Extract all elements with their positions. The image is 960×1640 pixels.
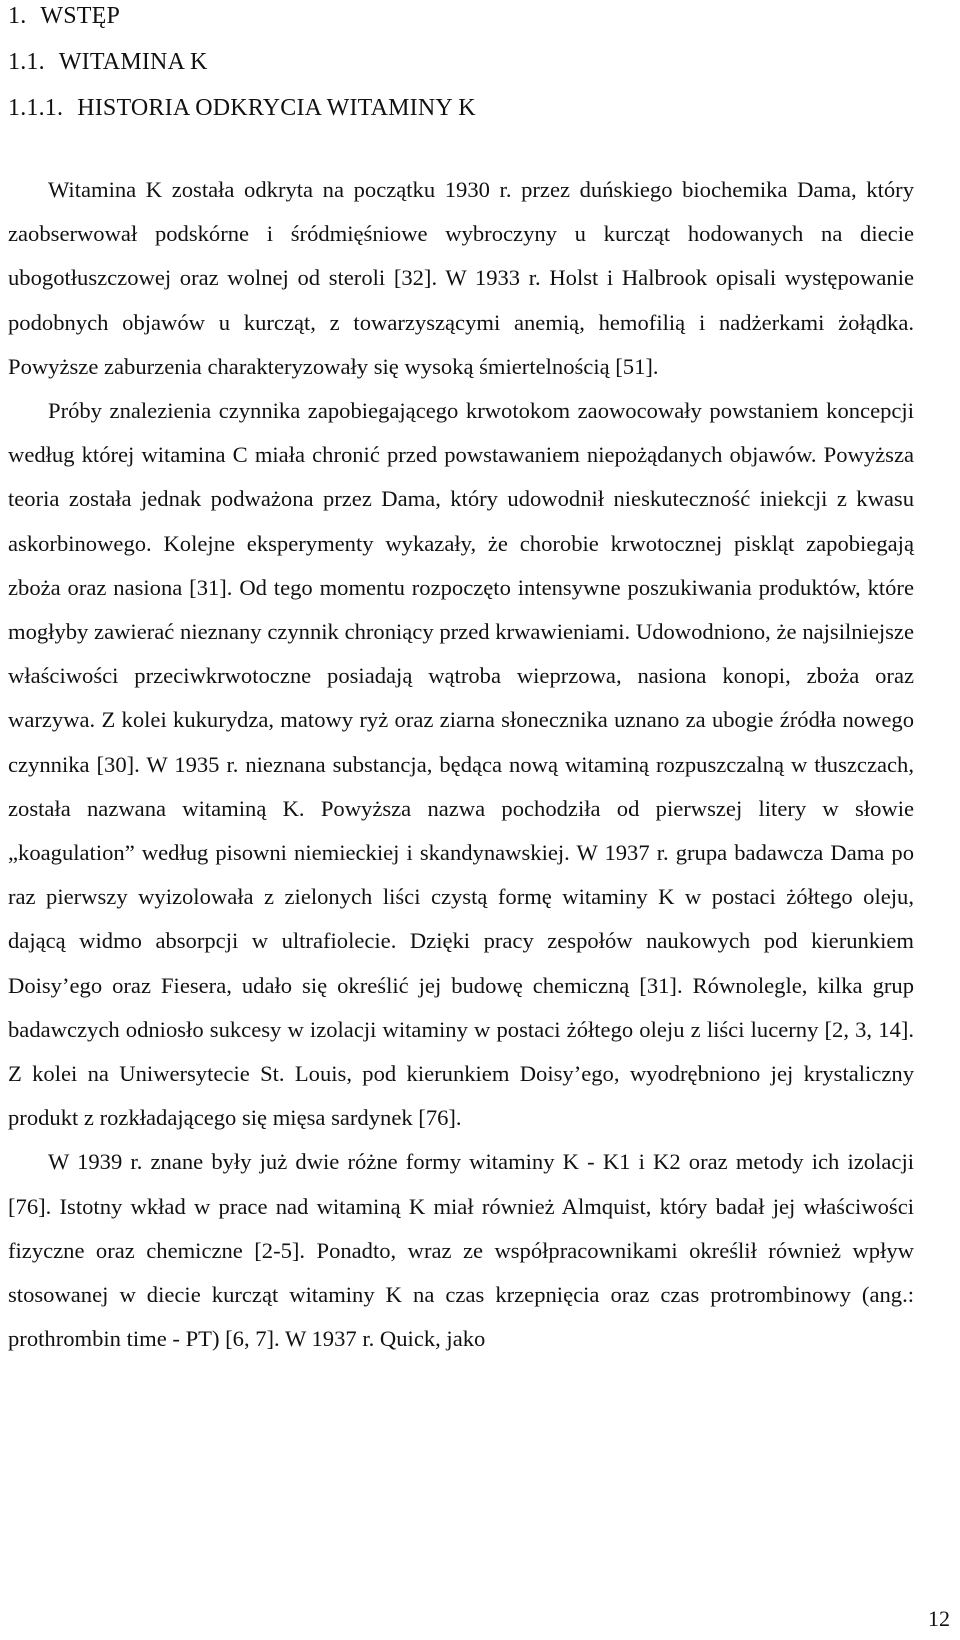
body-text	[8, 168, 914, 1361]
chapter-title: WSTĘP	[40, 3, 121, 29]
paragraph-2: Próby znalezienia czynnika zapobiegającego krwotokom zaowocowały powstaniem koncepcji według której witamina C miała chronić przed powstawaniem niepożądanych objawów. Powyższa teoria została jednak podważona przez Dama, który udowodnił nieskuteczność iniekcji z kwasu askorbinowego. Kolejne eksperymenty wykazały, że chorobie krwotocznej piskląt zapobiegają zboża oraz nasiona [31]. Od tego momentu rozpoczęto intensywne poszukiwania produktów, które mogłyby zawierać nieznany czynnik chroniący przed krwawieniami. Udowodniono, że najsilniejsze właściwości przeciwkrwotoczne posiadają wątroba wieprzowa, nasiona konopi, zboża oraz warzywa. Z kolei kukurydza, matowy ryż oraz ziarna słonecznika uznano za ubogie źródła nowego czynnika [30]. W 1935 r. nieznana substancja, będąca nową witaminą rozpuszczalną w tłuszczach, została nazwana witaminą K. Powyższa nazwa pochodziła od pierwszej litery w słowie „koagulation” według pisowni niemieckiej i skandynawskiej. W 1937 r. grupa badawcza Dama po raz pierwszy wyizolowała z zielonych liści czystą formę witaminy K w postaci żółtego oleju, dającą widmo absorpcji w ultrafiolecie. Dzięki pracy zespołów naukowych pod kierunkiem Doisy’ego oraz Fiesera, udało się określić jej budowę chemiczną [31]. Równolegle, kilka grup badawczych odniosło sukcesy w izolacji witaminy w postaci żółtego oleju z liści lucerny [2, 3, 14]. Z kolei na Uniwersytecie St. Louis, pod kierunkiem Doisy’ego, wyodrębniono jej krystaliczny produkt z rozkładającego się mięsa sardynek [76].	[8, 398, 914, 1131]
section-number: 1.1.	[8, 49, 45, 75]
chapter-number: 1.	[8, 3, 27, 29]
subsection-number: 1.1.1.	[8, 95, 64, 121]
section-heading	[8, 48, 208, 76]
page-number: 12	[928, 1606, 950, 1631]
subsection-heading	[8, 94, 476, 122]
paragraph-3: W 1939 r. znane były już dwie różne formy witaminy K - K1 i K2 oraz metody ich izolacji [76]. Istotny wkład w prace nad witaminą K miał również Almquist, który badał jej właściwości fizyczne oraz chemiczne [2-5]. Ponadto, wraz ze współpracownikami określił również wpływ stosowanej w diecie kurcząt witaminy K na czas krzepnięcia oraz czas protrombinowy (ang.: prothrombin time - PT) [6, 7]. W 1937 r. Quick, jako	[8, 1149, 914, 1352]
section-title: WITAMINA K	[58, 49, 208, 75]
chapter-heading	[8, 2, 120, 30]
paragraph-1: Witamina K została odkryta na początku 1930 r. przez duńskiego biochemika Dama, który zaobserwował podskórne i śródmięśniowe wybroczyny u kurcząt hodowanych na diecie ubogotłuszczowej oraz wolnej od steroli [32]. W 1933 r. Holst i Halbrook opisali występowanie podobnych objawów u kurcząt, z towarzyszącymi anemią, hemofilią i nadżerkami żołądka. Powyższe zaburzenia charakteryzowały się wysoką śmiertelnością [51].	[8, 177, 914, 379]
subsection-title: HISTORIA ODKRYCIA WITAMINY K	[77, 95, 476, 121]
